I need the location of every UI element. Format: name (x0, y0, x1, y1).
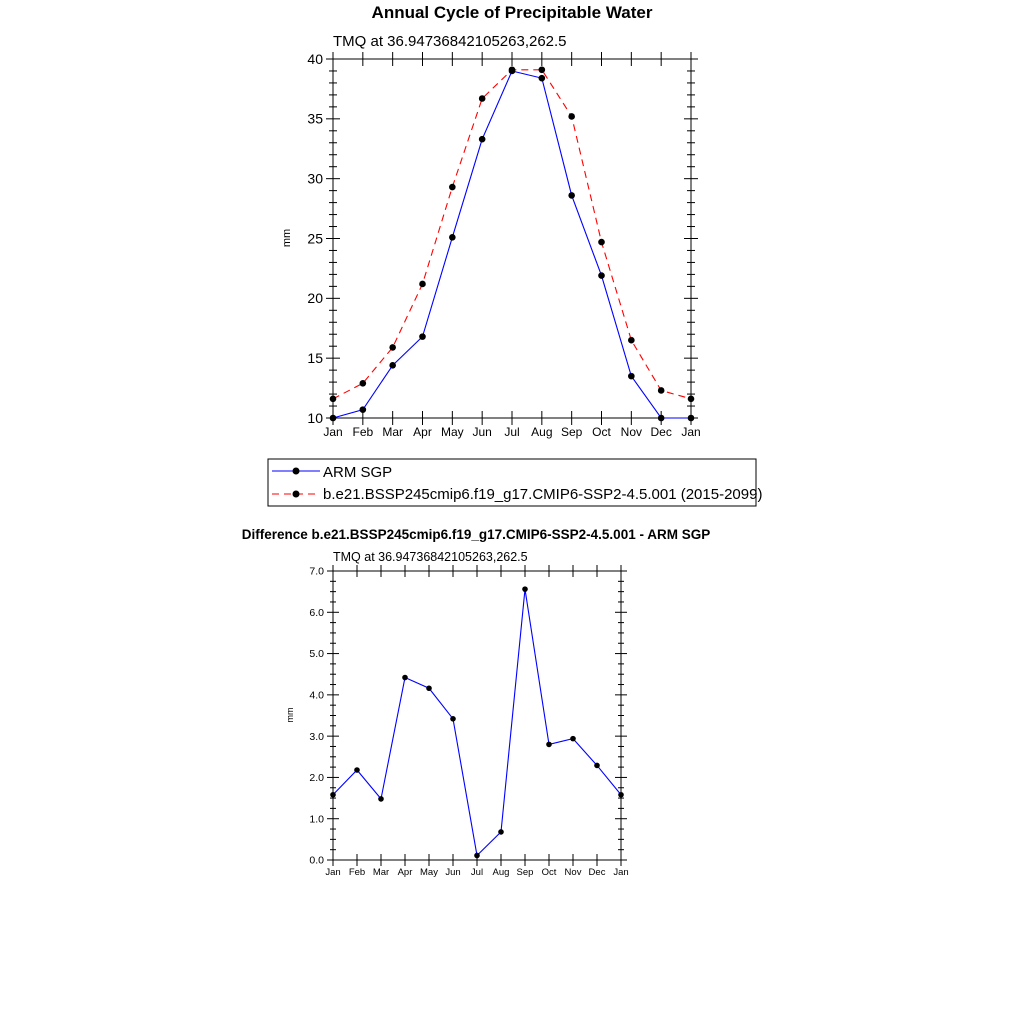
x-tick-label: Jan (613, 867, 629, 878)
annual-cycle-panel (281, 3, 701, 439)
x-tick-label: Apr (397, 867, 413, 878)
data-point (330, 396, 337, 403)
y-axis-label: mm (281, 228, 293, 248)
x-tick-label: Oct (541, 867, 557, 878)
y-tick-label: 4.0 (309, 689, 324, 702)
data-point (360, 406, 367, 413)
y-tick-label: 3.0 (309, 730, 324, 743)
data-point (419, 333, 426, 340)
data-point (402, 675, 408, 681)
data-point (479, 136, 486, 143)
y-tick-label: 5.0 (309, 648, 324, 661)
data-point (389, 344, 396, 351)
data-point (688, 415, 695, 422)
legend-label-model: b.e21.BSSP245cmip6.f19_g17.CMIP6-SSP2-4.5.001 (2015-2099) (323, 486, 763, 503)
x-tick-label: Jun (472, 425, 492, 439)
legend-label-arm-sgp: ARM SGP (323, 464, 393, 481)
data-point (658, 415, 665, 422)
data-point (598, 272, 605, 279)
y-tick-label: 6.0 (309, 606, 324, 619)
y-tick-label: 15 (307, 350, 323, 367)
x-tick-label: Jan (681, 425, 701, 439)
x-tick-label: Jun (445, 867, 461, 878)
x-tick-label: Oct (592, 425, 611, 439)
series-line-model (333, 70, 691, 399)
x-tick-label: Jul (470, 867, 484, 878)
x-tick-label: Mar (382, 425, 404, 439)
x-tick-label: Nov (564, 867, 582, 878)
x-tick-label: Dec (588, 867, 606, 878)
data-point (522, 586, 528, 592)
y-tick-label: 10 (307, 409, 323, 426)
x-tick-label: Feb (352, 425, 374, 439)
data-point (330, 415, 337, 422)
chart-title: Annual Cycle of Precipitable Water (371, 3, 653, 22)
x-tick-label: Jan (325, 867, 341, 878)
x-tick-label: Dec (650, 425, 672, 439)
data-point (450, 716, 456, 722)
x-tick-label: Mar (372, 867, 390, 878)
data-point (330, 792, 336, 798)
data-point (568, 192, 575, 199)
data-point (658, 387, 665, 394)
x-tick-label: Aug (492, 867, 510, 878)
data-point (594, 763, 600, 769)
difference-chart-subtitle: TMQ at 36.94736842105263,262.5 (333, 550, 528, 564)
x-tick-label: Apr (413, 425, 432, 439)
data-point (598, 239, 605, 246)
y-tick-label: 35 (307, 110, 323, 127)
data-point (474, 853, 480, 859)
data-point (628, 337, 635, 344)
data-point (389, 362, 396, 369)
series-line-arm-sgp (333, 71, 691, 418)
x-tick-label: Jan (323, 425, 343, 439)
data-point (479, 95, 486, 102)
data-point (509, 66, 516, 73)
data-point (628, 373, 635, 380)
series-line-difference (333, 589, 621, 855)
data-point (419, 281, 426, 288)
y-tick-label: 1.0 (309, 813, 324, 826)
legend-marker-model (293, 491, 300, 498)
x-tick-label: Feb (348, 867, 366, 878)
data-point (539, 75, 546, 82)
data-point (539, 66, 546, 73)
data-point (568, 113, 575, 120)
difference-chart-title: Difference b.e21.BSSP245cmip6.f19_g17.CMIP6-SSP2-4.5.001 - ARM SGP (241, 527, 711, 542)
y-tick-label: 20 (307, 290, 323, 307)
y-tick-label: 2.0 (309, 772, 324, 785)
plot-frame (333, 571, 621, 860)
x-tick-label: Sep (516, 867, 534, 878)
plot-frame (333, 59, 691, 418)
data-point (688, 396, 695, 403)
data-point (546, 742, 552, 748)
data-point (498, 829, 504, 835)
y-tick-label: 40 (307, 50, 323, 67)
legend-marker-arm-sgp (293, 468, 300, 475)
x-tick-label: Nov (620, 425, 643, 439)
data-point (378, 796, 384, 802)
data-point (449, 184, 456, 191)
difference-panel (242, 527, 710, 878)
x-tick-label: May (440, 425, 464, 439)
y-tick-label: 0.0 (309, 854, 324, 867)
data-point (354, 767, 360, 773)
x-tick-label: Aug (531, 425, 553, 439)
y-tick-label: 7.0 (309, 565, 324, 578)
x-tick-label: May (420, 867, 438, 878)
y-tick-label: 25 (307, 230, 323, 247)
data-point (618, 792, 624, 798)
data-point (570, 736, 576, 742)
data-point (449, 234, 456, 241)
x-tick-label: Jul (504, 425, 520, 439)
legend (268, 459, 762, 506)
data-point (426, 685, 432, 691)
chart-subtitle: TMQ at 36.94736842105263,262.5 (333, 33, 567, 50)
x-tick-label: Sep (560, 425, 583, 439)
difference-y-axis-label: mm (285, 707, 295, 723)
data-point (360, 380, 367, 387)
y-tick-label: 30 (307, 170, 323, 187)
